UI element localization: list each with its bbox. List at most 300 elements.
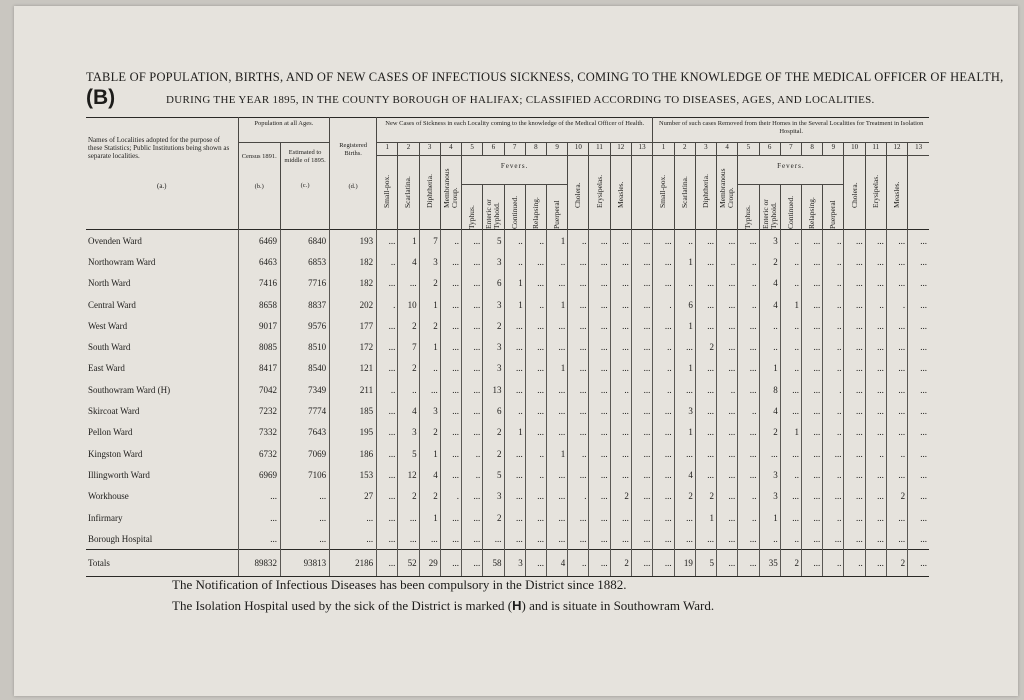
new-cases-value: .	[568, 486, 589, 507]
removed-value: ...	[908, 443, 929, 464]
removed-value: ...	[801, 294, 822, 315]
col-num: 4	[717, 143, 738, 156]
census-value: 6469	[238, 230, 280, 252]
removed-value: ...	[695, 379, 716, 400]
col-num: 2	[398, 143, 419, 156]
removed-value: ...	[653, 550, 674, 577]
new-cases-value: ...	[631, 379, 652, 400]
removed-value: ...	[738, 443, 759, 464]
removed-value: ...	[844, 358, 865, 379]
new-cases-value: 1	[419, 294, 440, 315]
new-cases-value: 3	[398, 422, 419, 443]
new-cases-value: ...	[525, 273, 546, 294]
estimated-value: 93813	[280, 550, 329, 577]
disease-label: Diphtheria.	[700, 174, 710, 208]
col-num: 4	[440, 143, 461, 156]
removed-value: ..	[823, 336, 844, 357]
new-cases-value: ...	[462, 358, 483, 379]
col-num: 8	[525, 143, 546, 156]
table-title-line-1: TABLE OF POPULATION, BIRTHS, AND OF NEW CASES OF INFECTIOUS SICKNESS, COMING TO THE KNOWLEDGE OF THE MEDICAL OFFICER OF HEALTH,	[86, 70, 1004, 84]
new-cases-value: ...	[440, 294, 461, 315]
new-cases-value: ...	[525, 507, 546, 528]
census-value: 89832	[238, 550, 280, 577]
new-cases-value: ...	[504, 528, 525, 550]
estimated-value: 8510	[280, 336, 329, 357]
new-cases-value: ...	[377, 358, 398, 379]
new-cases-value: ...	[504, 358, 525, 379]
estimated-value: 6840	[280, 230, 329, 252]
removed-value: ...	[844, 528, 865, 550]
disease-label: Membranous Croup.	[718, 168, 736, 208]
removed-value: ...	[717, 486, 738, 507]
removed-value: ...	[908, 336, 929, 357]
new-cases-value: ...	[440, 273, 461, 294]
removed-value: ...	[717, 507, 738, 528]
col-num: 9	[823, 143, 844, 156]
removed-value: ...	[653, 507, 674, 528]
removed-value: ...	[865, 358, 886, 379]
new-cases-value: ...	[462, 486, 483, 507]
removed-value: ...	[823, 528, 844, 550]
new-cases-value: ...	[568, 400, 589, 421]
removed-value: ...	[738, 315, 759, 336]
col-num: 2	[674, 143, 695, 156]
new-cases-value: ...	[462, 379, 483, 400]
estimated-value: 8540	[280, 358, 329, 379]
new-cases-value: 4	[398, 400, 419, 421]
removed-header: Number of such cases Removed from their Homes in the Several Localities for Treatment in Isolation Hospital.	[658, 120, 924, 135]
removed-value: ...	[653, 422, 674, 443]
estimated-value: 8837	[280, 294, 329, 315]
table-row	[86, 464, 929, 485]
new-cases-value: ...	[546, 422, 567, 443]
new-cases-value: ...	[440, 507, 461, 528]
new-cases-value: 6	[483, 273, 504, 294]
removed-value: ...	[844, 486, 865, 507]
removed-value: 19	[674, 550, 695, 577]
removed-value: 1	[780, 294, 801, 315]
removed-value: 4	[759, 400, 780, 421]
removed-value: ..	[759, 336, 780, 357]
removed-value: ...	[674, 528, 695, 550]
new-cases-value: ...	[440, 400, 461, 421]
new-cases-value: ...	[440, 315, 461, 336]
births-value: 121	[330, 358, 377, 379]
new-cases-value: ...	[462, 422, 483, 443]
locality-name: North Ward	[88, 278, 131, 289]
new-cases-value: 2	[610, 486, 631, 507]
removed-value: ...	[801, 422, 822, 443]
new-cases-value: ...	[462, 294, 483, 315]
new-cases-value: ...	[377, 336, 398, 357]
new-cases-value: ...	[546, 315, 567, 336]
new-cases-value: 3	[483, 336, 504, 357]
removed-value: ...	[717, 422, 738, 443]
estimated-value: 7069	[280, 443, 329, 464]
removed-value: 1	[695, 507, 716, 528]
removed-value: ..	[759, 315, 780, 336]
estimated-value: 7106	[280, 464, 329, 485]
removed-value: ...	[653, 464, 674, 485]
births-value: 27	[330, 486, 377, 507]
note-isolation-hospital: The Isolation Hospital used by the sick of the District is marked (H) and is situate in Southowram Ward.	[172, 598, 715, 613]
removed-value: ...	[908, 273, 929, 294]
removed-value: ..	[886, 443, 907, 464]
removed-value: ...	[695, 315, 716, 336]
removed-value: ...	[844, 379, 865, 400]
census-value: 7042	[238, 379, 280, 400]
new-cases-value: ...	[589, 379, 610, 400]
new-cases-value: 1	[546, 294, 567, 315]
new-cases-value: 2	[419, 422, 440, 443]
removed-value: ...	[653, 230, 674, 252]
removed-value: ...	[801, 443, 822, 464]
new-cases-value: ...	[440, 422, 461, 443]
locality-name: Borough Hospital	[88, 533, 153, 544]
removed-value: ...	[865, 336, 886, 357]
new-cases-value: ...	[589, 443, 610, 464]
table-row	[86, 336, 929, 357]
col-num: 10	[844, 143, 865, 156]
removed-value: ...	[844, 443, 865, 464]
removed-value: ...	[908, 550, 929, 577]
removed-value: ...	[865, 273, 886, 294]
new-cases-value: ...	[525, 550, 546, 577]
col-num: 12	[886, 143, 907, 156]
new-cases-value: 29	[419, 550, 440, 577]
removed-value: ...	[886, 336, 907, 357]
locality-name: Northowram Ward	[88, 256, 156, 267]
removed-value: ...	[865, 400, 886, 421]
births-value: 195	[330, 422, 377, 443]
removed-value: ..	[823, 315, 844, 336]
new-cases-value: ..	[568, 443, 589, 464]
new-cases-value: ...	[525, 400, 546, 421]
disease-label: Scarlatina.	[403, 176, 413, 208]
removed-value: ..	[844, 550, 865, 577]
removed-value: ...	[844, 315, 865, 336]
new-cases-value: ...	[589, 315, 610, 336]
removed-value: ...	[738, 464, 759, 485]
disease-label: Relapsing.	[807, 197, 817, 229]
removed-value: ...	[908, 507, 929, 528]
disease-label: Puerperal	[828, 200, 838, 229]
removed-value: ...	[801, 251, 822, 272]
new-cases-value: ...	[462, 251, 483, 272]
new-cases-value: ...	[631, 528, 652, 550]
removed-value: ..	[653, 336, 674, 357]
removed-value: ...	[801, 400, 822, 421]
new-cases-value: ..	[610, 379, 631, 400]
removed-value: ..	[823, 251, 844, 272]
removed-value: ...	[908, 464, 929, 485]
new-cases-value: ...	[377, 486, 398, 507]
new-cases-value: ...	[631, 336, 652, 357]
removed-value: ...	[780, 379, 801, 400]
new-cases-value: ...	[398, 273, 419, 294]
estimated-value: 7349	[280, 379, 329, 400]
table-row	[86, 358, 929, 379]
disease-label: Small-pox.	[658, 174, 668, 208]
table-row	[86, 273, 929, 294]
removed-value: ...	[738, 550, 759, 577]
new-cases-value: ...	[504, 443, 525, 464]
col-num: 11	[589, 143, 610, 156]
census-value: 7232	[238, 400, 280, 421]
removed-value: ...	[674, 443, 695, 464]
col-num: 1	[377, 143, 398, 156]
new-cases-value: ...	[504, 379, 525, 400]
removed-value: ...	[865, 464, 886, 485]
removed-value: ..	[823, 464, 844, 485]
col-num: 9	[546, 143, 567, 156]
census-value: ...	[238, 486, 280, 507]
new-cases-value: ..	[504, 251, 525, 272]
disease-label: Puerperal	[552, 200, 562, 229]
locality-name: Illingworth Ward	[88, 469, 150, 480]
removed-value: ...	[695, 464, 716, 485]
removed-value: ...	[717, 315, 738, 336]
locality-name: Totals	[86, 550, 238, 577]
new-cases-value: 2	[419, 315, 440, 336]
removed-value: ...	[738, 528, 759, 550]
col-num: 7	[504, 143, 525, 156]
removed-value: ...	[780, 443, 801, 464]
new-cases-value: ...	[610, 507, 631, 528]
births-value: 202	[330, 294, 377, 315]
removed-value: ..	[738, 273, 759, 294]
new-cases-value: ...	[398, 528, 419, 550]
births-value: ...	[330, 528, 377, 550]
new-cases-value: ...	[377, 464, 398, 485]
new-cases-value: 6	[483, 400, 504, 421]
births-value: 193	[330, 230, 377, 252]
removed-value: ...	[801, 528, 822, 550]
new-cases-value: ...	[631, 486, 652, 507]
table-row	[86, 230, 929, 252]
new-cases-value: ...	[504, 464, 525, 485]
removed-value: ...	[801, 464, 822, 485]
removed-value: ...	[844, 273, 865, 294]
removed-value: .	[823, 379, 844, 400]
new-cases-value: 10	[398, 294, 419, 315]
new-cases-value: ...	[377, 315, 398, 336]
new-cases-value: 2	[419, 273, 440, 294]
new-cases-value: ...	[568, 507, 589, 528]
new-cases-value: 12	[398, 464, 419, 485]
census-value: ...	[238, 528, 280, 550]
new-cases-value: ...	[440, 379, 461, 400]
new-cases-value: ...	[589, 336, 610, 357]
locality-name: Skircoat Ward	[88, 406, 140, 417]
new-cases-value: ...	[631, 230, 652, 252]
removed-value: ...	[886, 315, 907, 336]
new-cases-value: ...	[568, 358, 589, 379]
new-cases-value: 1	[398, 230, 419, 252]
removed-value: ..	[717, 251, 738, 272]
removed-value: ...	[717, 528, 738, 550]
removed-value: ...	[908, 294, 929, 315]
disease-label: Cholera.	[573, 182, 583, 208]
removed-value: ..	[780, 464, 801, 485]
census-value: 6463	[238, 251, 280, 272]
removed-value: ...	[695, 251, 716, 272]
removed-value: 2	[695, 486, 716, 507]
new-cases-value: ...	[462, 230, 483, 252]
new-cases-value: ...	[589, 230, 610, 252]
new-cases-value: ...	[462, 528, 483, 550]
births-value: ...	[330, 507, 377, 528]
removed-value: ...	[886, 230, 907, 252]
new-cases-value: ...	[631, 400, 652, 421]
new-cases-value: ...	[398, 507, 419, 528]
removed-value: ..	[865, 294, 886, 315]
census-value: 6732	[238, 443, 280, 464]
removed-value: ...	[738, 230, 759, 252]
new-cases-value: 1	[419, 507, 440, 528]
col-num: 5	[462, 143, 483, 156]
removed-value: ..	[780, 528, 801, 550]
new-cases-value: ...	[546, 379, 567, 400]
disease-label: Typhus.	[467, 205, 477, 229]
removed-value: ...	[908, 422, 929, 443]
births-value: 186	[330, 443, 377, 464]
new-cases-value: ...	[462, 315, 483, 336]
new-cases-value: 2	[419, 486, 440, 507]
births-value: 172	[330, 336, 377, 357]
new-cases-value: ...	[483, 528, 504, 550]
removed-value: ..	[823, 422, 844, 443]
removed-value: ..	[823, 358, 844, 379]
removed-value: ...	[674, 507, 695, 528]
removed-value: ...	[653, 400, 674, 421]
estimated-value: ...	[280, 486, 329, 507]
removed-value: 2	[695, 336, 716, 357]
census-value: ...	[238, 507, 280, 528]
census-sub-header: (b.)	[254, 182, 264, 190]
new-cases-value: 7	[398, 336, 419, 357]
removed-value: ...	[801, 507, 822, 528]
removed-value: ...	[801, 230, 822, 252]
new-cases-value: ..	[377, 251, 398, 272]
col-num: 10	[568, 143, 589, 156]
births-sub-header: (d.)	[348, 183, 358, 190]
removed-value: ..	[823, 400, 844, 421]
removed-value: ...	[717, 273, 738, 294]
new-cases-value: ...	[525, 422, 546, 443]
new-cases-value: 52	[398, 550, 419, 577]
new-cases-value: ...	[504, 315, 525, 336]
new-cases-value: ...	[610, 443, 631, 464]
new-cases-value: ...	[568, 379, 589, 400]
locality-name: Southowram Ward (H)	[88, 384, 171, 395]
col-num: 12	[610, 143, 631, 156]
removed-value: 5	[695, 550, 716, 577]
removed-value: ...	[801, 273, 822, 294]
removed-value: ...	[865, 528, 886, 550]
removed-value: ...	[653, 443, 674, 464]
removed-value: 1	[674, 358, 695, 379]
births-value: 153	[330, 464, 377, 485]
fevers-header: Fevers.	[738, 156, 844, 185]
census-value: 8417	[238, 358, 280, 379]
disease-label: Relapsing.	[530, 197, 540, 229]
new-cases-value: ...	[546, 400, 567, 421]
removed-value: 3	[674, 400, 695, 421]
removed-value: ...	[844, 507, 865, 528]
removed-value: 1	[780, 422, 801, 443]
new-cases-value: ...	[377, 422, 398, 443]
table-row	[86, 400, 929, 421]
new-cases-value: 2	[398, 358, 419, 379]
new-cases-value: 1	[546, 443, 567, 464]
disease-label: Small-pox.	[382, 174, 392, 208]
table-row	[86, 507, 929, 528]
births-value: 2186	[330, 550, 377, 577]
new-cases-value: ...	[610, 358, 631, 379]
locality-name: West Ward	[88, 320, 128, 331]
col-num: 6	[759, 143, 780, 156]
new-cases-value: ...	[589, 400, 610, 421]
new-cases-value: ..	[568, 550, 589, 577]
new-cases-value: 3	[483, 251, 504, 272]
table-row	[86, 251, 929, 272]
estimated-value: 7643	[280, 422, 329, 443]
totals-row	[86, 550, 929, 577]
new-cases-value: ...	[462, 550, 483, 577]
census-value: 8658	[238, 294, 280, 315]
removed-value: ...	[886, 251, 907, 272]
disease-label: Continued.	[509, 195, 519, 229]
removed-value: ...	[780, 507, 801, 528]
new-cases-value: ...	[546, 336, 567, 357]
births-value: 182	[330, 251, 377, 272]
new-cases-value: ...	[631, 273, 652, 294]
new-cases-value: ...	[568, 315, 589, 336]
new-cases-value: ...	[631, 507, 652, 528]
locality-name: South Ward	[88, 342, 131, 353]
new-cases-value: ...	[525, 358, 546, 379]
removed-value: ...	[865, 315, 886, 336]
new-cases-value: ...	[440, 464, 461, 485]
removed-value: ...	[908, 486, 929, 507]
removed-value: ...	[717, 230, 738, 252]
new-cases-value: ...	[546, 528, 567, 550]
names-sub-header: (a.)	[156, 182, 167, 190]
new-cases-value: ...	[377, 528, 398, 550]
disease-label: Continued.	[785, 195, 795, 229]
new-cases-value: ...	[440, 336, 461, 357]
statistics-table	[86, 117, 929, 577]
new-cases-value: ...	[631, 251, 652, 272]
removed-value: ..	[823, 294, 844, 315]
removed-value: ...	[695, 528, 716, 550]
removed-value: ...	[908, 400, 929, 421]
births-value: 211	[330, 379, 377, 400]
new-cases-value: 2	[610, 550, 631, 577]
new-cases-value: ...	[610, 251, 631, 272]
new-cases-value: 1	[419, 336, 440, 357]
col-num: 5	[738, 143, 759, 156]
census-value: 6969	[238, 464, 280, 485]
new-cases-value: 1	[419, 443, 440, 464]
new-cases-value: 3	[483, 294, 504, 315]
removed-value: ...	[886, 528, 907, 550]
new-cases-value: ..	[525, 230, 546, 252]
removed-value: ..	[823, 507, 844, 528]
births-value: 185	[330, 400, 377, 421]
col-num: 11	[865, 143, 886, 156]
